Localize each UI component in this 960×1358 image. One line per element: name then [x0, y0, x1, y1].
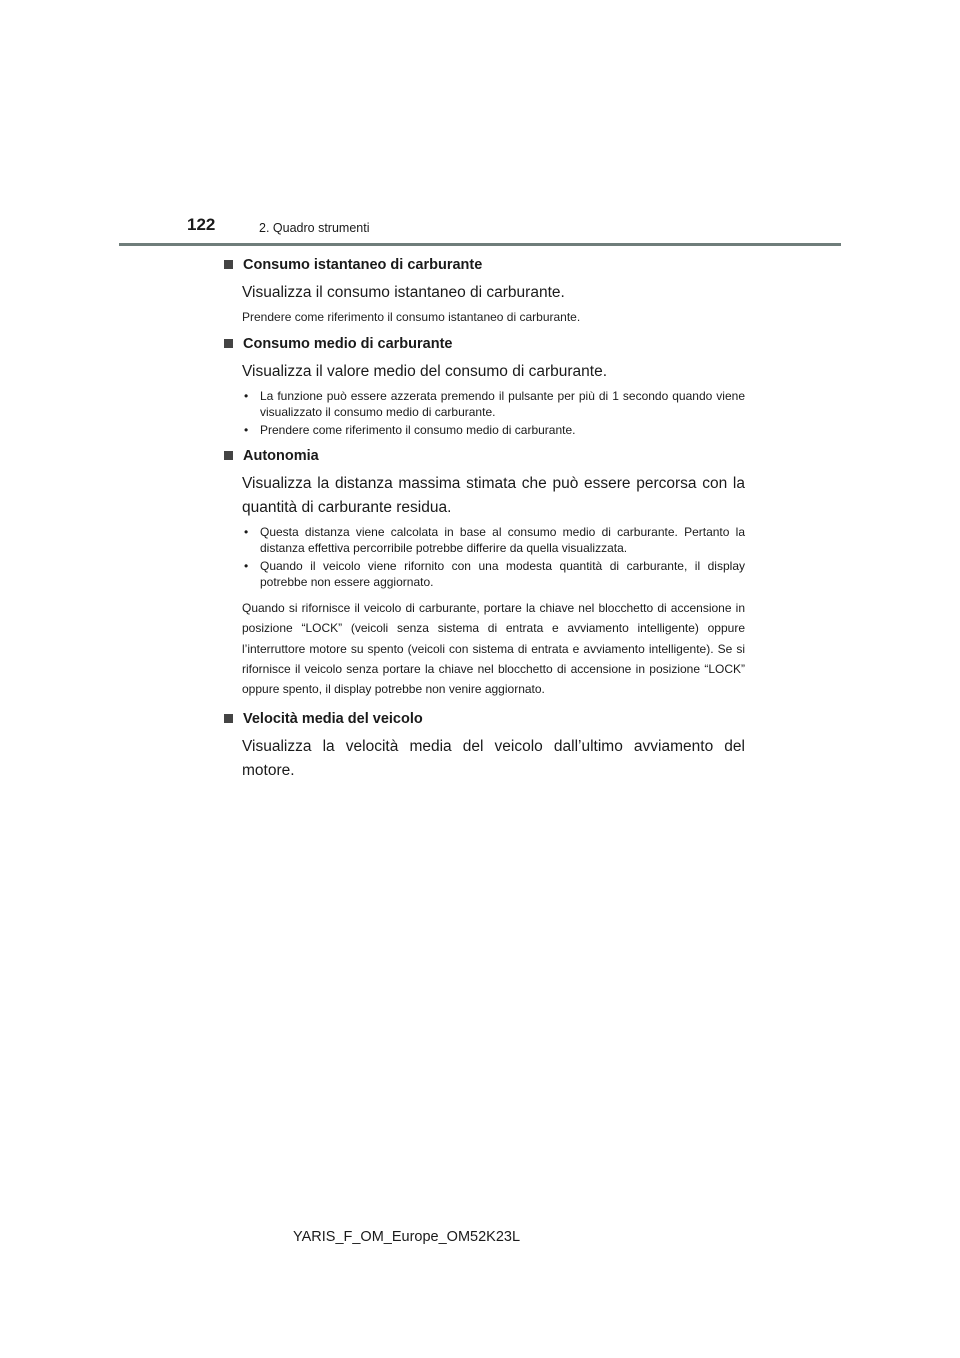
list-item — [242, 422, 745, 438]
section-heading — [224, 709, 745, 729]
list-item — [242, 558, 745, 590]
list-item-text: Quando il veicolo viene rifornito con una modesta quantità di carburante, il display potrebbe non essere aggiornato. — [260, 559, 745, 589]
bullet-dot-icon: • — [244, 559, 249, 573]
page-number: 122 — [187, 215, 216, 234]
bullet-dot-icon: • — [244, 389, 249, 403]
list-item-text: Prendere come riferimento il consumo medio di carburante. — [260, 423, 576, 437]
section-heading-label: Velocità media del veicolo — [243, 711, 423, 728]
section-lead: Visualizza il consumo istantaneo di carburante. — [242, 284, 565, 301]
section-autonomia — [224, 446, 745, 699]
section-heading-label: Consumo istantaneo di carburante — [243, 257, 483, 273]
list-item-text: La funzione può essere azzerata premendo il pulsante per più di 1 secondo quando viene visualizzato il consumo medio di carburante. — [260, 389, 745, 419]
section-heading — [224, 255, 745, 275]
section-consumo-istantaneo — [224, 255, 745, 326]
square-bullet-icon — [224, 714, 233, 723]
square-bullet-icon — [224, 339, 233, 348]
bullet-dot-icon: • — [244, 423, 249, 437]
section-paragraph: Quando si rifornisce il veicolo di carburante, portare la chiave nel blocchetto di accensione in posizione “LOCK” (veicoli senza sistema di entrata e avviamento intelligente) oppure l’interruttore motore su spento (veicoli con sistema di entrata e avviamento intelligente). Se si rifornisce il veicolo senza portare la chiave nel blocchetto di accensione in posizione “LOCK” oppure spento, il display potrebbe non venire aggiornato. — [242, 601, 745, 697]
chapter-title: 2. Quadro strumenti — [259, 221, 370, 235]
section-heading — [224, 334, 745, 354]
square-bullet-icon — [224, 451, 233, 460]
square-bullet-icon — [224, 260, 233, 269]
document-code: YARIS_F_OM_Europe_OM52K23L — [293, 1229, 521, 1245]
section-heading — [224, 446, 745, 466]
section-velocita-media — [224, 709, 745, 783]
header-divider — [119, 243, 841, 246]
section-heading-label: Consumo medio di carburante — [243, 336, 453, 352]
section-heading-label: Autonomia — [243, 448, 319, 464]
page-header — [0, 0, 960, 250]
bullet-list — [242, 388, 745, 438]
section-lead: Visualizza la distanza massima stimata che può essere percorsa con la quantità di carburante residua. — [242, 475, 745, 516]
bullet-list — [242, 524, 745, 590]
section-lead: Visualizza la velocità media del veicolo dall’ultimo avviamento del motore. — [242, 738, 745, 780]
list-item — [242, 524, 745, 556]
section-consumo-medio — [224, 334, 745, 438]
section-lead: Visualizza il valore medio del consumo di carburante. — [242, 363, 608, 380]
list-item-text: Questa distanza viene calcolata in base al consumo medio di carburante. Pertanto la distanza effettiva percorribile potrebbe differire da quella visualizzata. — [260, 525, 745, 555]
bullet-dot-icon: • — [244, 525, 249, 539]
section-note: Prendere come riferimento il consumo istantaneo di carburante. — [242, 310, 581, 324]
page-content — [224, 255, 745, 787]
list-item — [242, 388, 745, 420]
